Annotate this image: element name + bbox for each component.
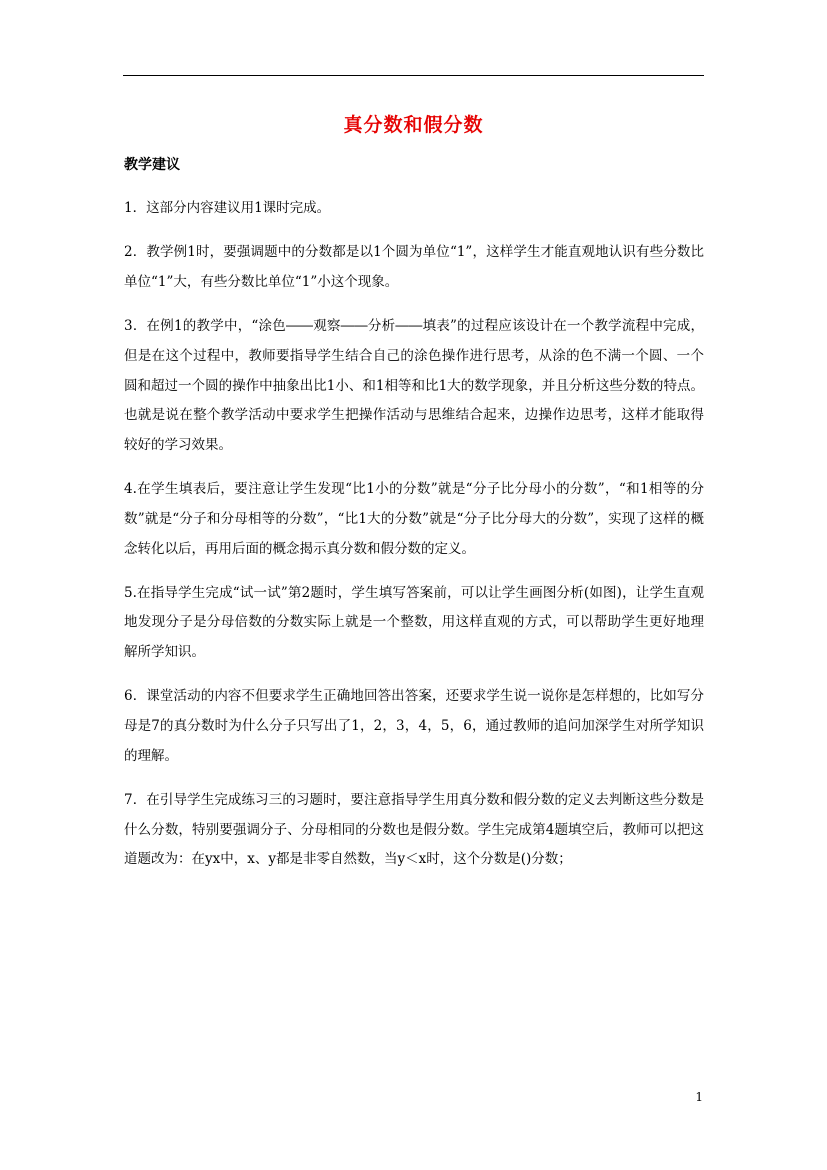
paragraph-1: 1．这部分内容建议用1课时完成。: [124, 200, 331, 216]
body-text: [124, 194, 704, 890]
paragraph-4: 4.在学生填表后，要注意让学生发现“比1小的分数”就是“分子比分母小的分数”，“和1相等的分数”就是“分子和分母相等的分数”，“比1大的分数”就是“分子比分母大的分数”，实现了这样的概念转化以后，再用后面的概念揭示真分数和假分数的定义。: [124, 481, 704, 557]
section-heading: 教学建议: [124, 157, 180, 173]
paragraph-7: 7．在引导学生完成练习三的习题时，要注意指导学生用真分数和假分数的定义去判断这些分数是什么分数，特别要强调分子、分母相同的分数也是假分数。学生完成第4题填空后，教师可以把这道题改为：在yx中，x、y都是非零自然数，当y＜x时，这个分数是()分数；: [124, 791, 704, 868]
paragraph-6: 6．课堂活动的内容不但要求学生正确地回答出答案，还要求学生说一说你是怎样想的，比如写分母是7的真分数时为什么分子只写出了1，2，3，4，5，6，通过教师的追问加深学生对所学知识的理解。: [124, 688, 704, 764]
header-rule: [123, 75, 704, 76]
paragraph-2: 2．教学例1时，要强调题中的分数都是以1个圆为单位“1”，这样学生才能直观地认识有些分数比单位“1”大，有些分数比单位“1”小这个现象。: [124, 244, 704, 290]
page-number: 1: [695, 1090, 703, 1104]
paragraph-5: 5.在指导学生完成“试一试”第2题时，学生填写答案前，可以让学生画图分析(如图)，让学生直观地发现分子是分母倍数的分数实际上就是一个整数，用这样直观的方式，可以帮助学生更好地理解所学知识。: [124, 584, 704, 661]
paragraph-3: 3．在例1的教学中，“涂色――观察――分析――填表”的过程应该设计在一个教学流程中完成，但是在这个过程中，教师要指导学生结合自己的涂色操作进行思考，从涂的色不满一个圆、一个圆和超过一个圆的操作中抽象出比1小、和1相等和比1大的数学现象，并且分析这些分数的特点。也就是说在整个教学活动中要求学生把操作活动与思维结合起来，边操作边思考，这样才能取得较好的学习效果。: [124, 318, 704, 453]
page-title: 真分数和假分数: [343, 114, 484, 136]
